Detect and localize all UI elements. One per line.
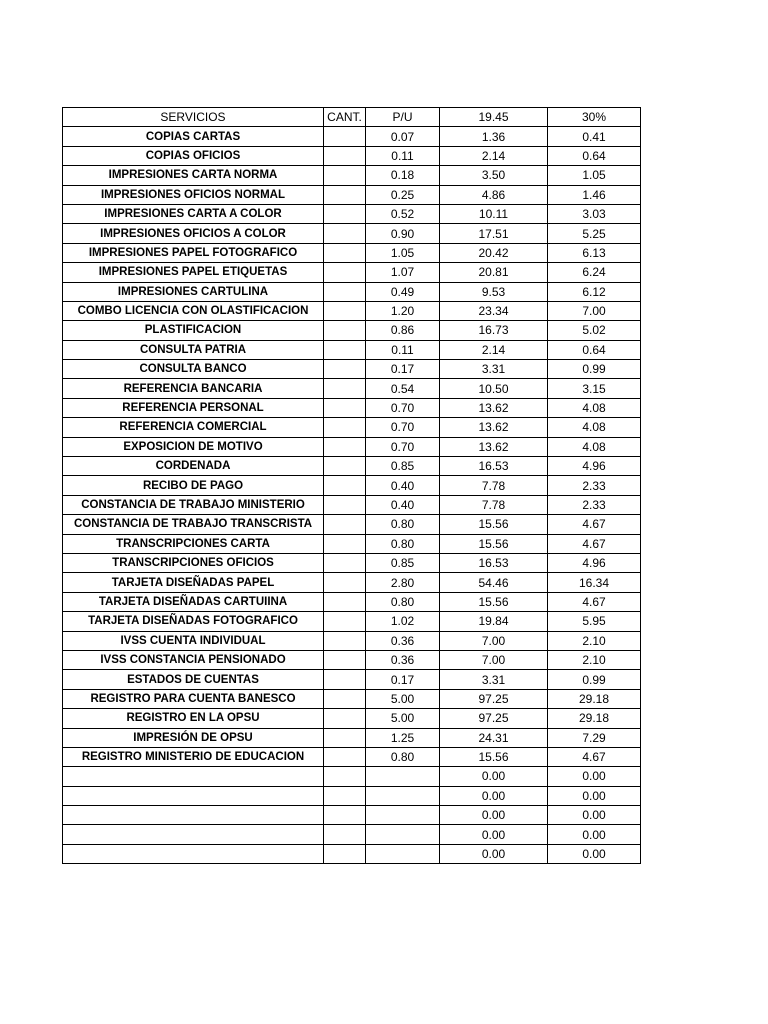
percent-cell: 2.33	[548, 495, 641, 514]
percent-cell: 4.96	[548, 553, 641, 572]
pu-cell: 5.00	[366, 709, 440, 728]
percent-cell: 4.67	[548, 534, 641, 553]
table-row	[63, 728, 641, 747]
servicio-cell: COMBO LICENCIA CON OLASTIFICACION	[63, 301, 324, 320]
pu-cell: 0.25	[366, 185, 440, 204]
pu-cell: 1.20	[366, 301, 440, 320]
pu-cell: 0.49	[366, 282, 440, 301]
table-row	[63, 340, 641, 359]
pu-cell: 0.40	[366, 476, 440, 495]
cant-cell	[324, 301, 366, 320]
percent-cell: 0.41	[548, 127, 641, 146]
percent-cell: 4.08	[548, 437, 641, 456]
table-row	[63, 457, 641, 476]
cant-cell	[324, 844, 366, 863]
table-row	[63, 224, 641, 243]
pu-cell: 0.80	[366, 515, 440, 534]
percent-cell: 3.15	[548, 379, 641, 398]
cant-cell	[324, 340, 366, 359]
cant-cell	[324, 728, 366, 747]
total-cell: 16.73	[440, 321, 548, 340]
cant-cell	[324, 398, 366, 417]
cant-cell	[324, 747, 366, 766]
pu-cell: 0.18	[366, 166, 440, 185]
cant-cell	[324, 224, 366, 243]
servicio-cell: REFERENCIA COMERCIAL	[63, 418, 324, 437]
percent-cell: 5.02	[548, 321, 641, 340]
percent-cell: 5.95	[548, 612, 641, 631]
servicio-cell: CONSULTA PATRIA	[63, 340, 324, 359]
cant-cell	[324, 457, 366, 476]
total-cell: 7.00	[440, 631, 548, 650]
servicio-cell: REFERENCIA BANCARIA	[63, 379, 324, 398]
total-cell: 54.46	[440, 573, 548, 592]
servicio-cell: IMPRESIONES PAPEL FOTOGRAFICO	[63, 243, 324, 262]
total-cell: 15.56	[440, 515, 548, 534]
percent-cell: 1.46	[548, 185, 641, 204]
table-row	[63, 844, 641, 863]
pu-cell: 1.07	[366, 263, 440, 282]
total-cell: 7.78	[440, 495, 548, 514]
servicio-cell: CONSTANCIA DE TRABAJO MINISTERIO	[63, 495, 324, 514]
pu-cell: 0.07	[366, 127, 440, 146]
table-row	[63, 573, 641, 592]
percent-cell: 4.08	[548, 418, 641, 437]
total-cell: 16.53	[440, 457, 548, 476]
percent-cell: 29.18	[548, 689, 641, 708]
servicio-cell: REFERENCIA PERSONAL	[63, 398, 324, 417]
table-row	[63, 767, 641, 786]
pu-cell	[366, 844, 440, 863]
cant-cell	[324, 631, 366, 650]
cant-cell	[324, 709, 366, 728]
cant-cell	[324, 767, 366, 786]
servicio-cell: IVSS CUENTA INDIVIDUAL	[63, 631, 324, 650]
table-row	[63, 437, 641, 456]
pu-cell	[366, 786, 440, 805]
cant-cell	[324, 360, 366, 379]
cant-cell	[324, 146, 366, 165]
pu-cell: 0.80	[366, 747, 440, 766]
pu-cell: 0.36	[366, 650, 440, 669]
cant-cell	[324, 185, 366, 204]
pu-cell: 5.00	[366, 689, 440, 708]
cant-cell	[324, 437, 366, 456]
servicio-cell	[63, 844, 324, 863]
percent-cell: 0.00	[548, 806, 641, 825]
total-cell: 13.62	[440, 398, 548, 417]
total-cell: 3.31	[440, 670, 548, 689]
table-row	[63, 495, 641, 514]
servicio-cell	[63, 786, 324, 805]
table-row	[63, 204, 641, 223]
total-cell: 0.00	[440, 806, 548, 825]
servicio-cell: IMPRESIONES CARTULINA	[63, 282, 324, 301]
servicio-cell: IMPRESIONES PAPEL ETIQUETAS	[63, 263, 324, 282]
pu-cell: 0.17	[366, 360, 440, 379]
table-row	[63, 379, 641, 398]
total-cell: 4.86	[440, 185, 548, 204]
table-row	[63, 631, 641, 650]
servicio-cell: IVSS CONSTANCIA PENSIONADO	[63, 650, 324, 669]
servicio-cell: IMPRESIÓN DE OPSU	[63, 728, 324, 747]
table-row	[63, 243, 641, 262]
header-rate: 19.45	[440, 108, 548, 127]
header-cant: CANT.	[324, 108, 366, 127]
pu-cell: 0.17	[366, 670, 440, 689]
percent-cell: 0.99	[548, 360, 641, 379]
total-cell: 13.62	[440, 437, 548, 456]
percent-cell: 16.34	[548, 573, 641, 592]
pu-cell: 0.80	[366, 592, 440, 611]
servicio-cell: IMPRESIONES CARTA A COLOR	[63, 204, 324, 223]
total-cell: 0.00	[440, 844, 548, 863]
total-cell: 15.56	[440, 747, 548, 766]
table-row	[63, 786, 641, 805]
pu-cell: 0.54	[366, 379, 440, 398]
table-row	[63, 534, 641, 553]
table-row	[63, 185, 641, 204]
pu-cell: 0.85	[366, 553, 440, 572]
total-cell: 3.31	[440, 360, 548, 379]
table-row	[63, 301, 641, 320]
pu-cell: 0.70	[366, 437, 440, 456]
table-row	[63, 127, 641, 146]
pu-cell: 0.11	[366, 340, 440, 359]
header-percent: 30%	[548, 108, 641, 127]
pu-cell: 0.80	[366, 534, 440, 553]
percent-cell: 2.10	[548, 631, 641, 650]
cant-cell	[324, 573, 366, 592]
percent-cell: 0.00	[548, 844, 641, 863]
table-row	[63, 709, 641, 728]
servicio-cell: REGISTRO EN LA OPSU	[63, 709, 324, 728]
cant-cell	[324, 786, 366, 805]
total-cell: 16.53	[440, 553, 548, 572]
total-cell: 20.81	[440, 263, 548, 282]
servicio-cell: REGISTRO PARA CUENTA BANESCO	[63, 689, 324, 708]
table-row	[63, 398, 641, 417]
table-row	[63, 146, 641, 165]
total-cell: 7.78	[440, 476, 548, 495]
servicio-cell: IMPRESIONES CARTA NORMA	[63, 166, 324, 185]
total-cell: 0.00	[440, 825, 548, 844]
percent-cell: 0.99	[548, 670, 641, 689]
percent-cell: 4.67	[548, 515, 641, 534]
table-row	[63, 806, 641, 825]
servicio-cell: COPIAS CARTAS	[63, 127, 324, 146]
pu-cell: 0.70	[366, 398, 440, 417]
pu-cell: 0.85	[366, 457, 440, 476]
percent-cell: 29.18	[548, 709, 641, 728]
table-row	[63, 553, 641, 572]
percent-cell: 2.33	[548, 476, 641, 495]
percent-cell: 4.96	[548, 457, 641, 476]
percent-cell: 6.13	[548, 243, 641, 262]
servicio-cell: TRANSCRIPCIONES CARTA	[63, 534, 324, 553]
servicio-cell	[63, 806, 324, 825]
pu-cell: 1.25	[366, 728, 440, 747]
percent-cell: 0.00	[548, 786, 641, 805]
cant-cell	[324, 825, 366, 844]
cant-cell	[324, 689, 366, 708]
total-cell: 0.00	[440, 786, 548, 805]
total-cell: 15.56	[440, 534, 548, 553]
cant-cell	[324, 243, 366, 262]
cant-cell	[324, 515, 366, 534]
percent-cell: 0.00	[548, 825, 641, 844]
pu-cell: 0.40	[366, 495, 440, 514]
header-row	[63, 108, 641, 127]
percent-cell: 5.25	[548, 224, 641, 243]
cant-cell	[324, 592, 366, 611]
cant-cell	[324, 166, 366, 185]
servicio-cell: CONSULTA BANCO	[63, 360, 324, 379]
table-row	[63, 825, 641, 844]
cant-cell	[324, 476, 366, 495]
total-cell: 2.14	[440, 146, 548, 165]
percent-cell: 0.64	[548, 146, 641, 165]
pu-cell: 2.80	[366, 573, 440, 592]
cant-cell	[324, 495, 366, 514]
servicio-cell: EXPOSICION DE MOTIVO	[63, 437, 324, 456]
total-cell: 19.84	[440, 612, 548, 631]
pu-cell: 0.36	[366, 631, 440, 650]
percent-cell: 2.10	[548, 650, 641, 669]
total-cell: 3.50	[440, 166, 548, 185]
header-servicios: SERVICIOS	[63, 108, 324, 127]
cant-cell	[324, 670, 366, 689]
percent-cell: 4.67	[548, 747, 641, 766]
total-cell: 24.31	[440, 728, 548, 747]
servicio-cell	[63, 767, 324, 786]
cant-cell	[324, 650, 366, 669]
total-cell: 13.62	[440, 418, 548, 437]
table-row	[63, 476, 641, 495]
percent-cell: 1.05	[548, 166, 641, 185]
servicio-cell: ESTADOS DE CUENTAS	[63, 670, 324, 689]
servicio-cell: IMPRESIONES OFICIOS A COLOR	[63, 224, 324, 243]
cant-cell	[324, 806, 366, 825]
servicio-cell: TRANSCRIPCIONES OFICIOS	[63, 553, 324, 572]
servicio-cell: TARJETA DISEÑADAS CARTUIINA	[63, 592, 324, 611]
pu-cell	[366, 825, 440, 844]
cant-cell	[324, 553, 366, 572]
percent-cell: 6.24	[548, 263, 641, 282]
percent-cell: 7.29	[548, 728, 641, 747]
pu-cell	[366, 806, 440, 825]
cant-cell	[324, 282, 366, 301]
total-cell: 0.00	[440, 767, 548, 786]
servicio-cell: IMPRESIONES OFICIOS NORMAL	[63, 185, 324, 204]
servicio-cell: CORDENADA	[63, 457, 324, 476]
cant-cell	[324, 321, 366, 340]
table-row	[63, 670, 641, 689]
total-cell: 97.25	[440, 689, 548, 708]
percent-cell: 0.64	[548, 340, 641, 359]
table-row	[63, 321, 641, 340]
price-table	[62, 107, 641, 864]
table-row	[63, 612, 641, 631]
total-cell: 15.56	[440, 592, 548, 611]
total-cell: 10.11	[440, 204, 548, 223]
pu-cell: 1.05	[366, 243, 440, 262]
total-cell: 2.14	[440, 340, 548, 359]
table-row	[63, 418, 641, 437]
cant-cell	[324, 534, 366, 553]
total-cell: 20.42	[440, 243, 548, 262]
percent-cell: 4.67	[548, 592, 641, 611]
table-row	[63, 360, 641, 379]
table-row	[63, 650, 641, 669]
pu-cell: 0.86	[366, 321, 440, 340]
servicio-cell: REGISTRO MINISTERIO DE EDUCACION	[63, 747, 324, 766]
total-cell: 17.51	[440, 224, 548, 243]
price-table-body	[63, 108, 641, 864]
table-row	[63, 592, 641, 611]
servicio-cell: TARJETA DISEÑADAS FOTOGRAFICO	[63, 612, 324, 631]
table-row	[63, 515, 641, 534]
table-row	[63, 747, 641, 766]
percent-cell: 7.00	[548, 301, 641, 320]
total-cell: 97.25	[440, 709, 548, 728]
percent-cell: 6.12	[548, 282, 641, 301]
percent-cell: 4.08	[548, 398, 641, 417]
total-cell: 23.34	[440, 301, 548, 320]
servicio-cell: CONSTANCIA DE TRABAJO TRANSCRISTA	[63, 515, 324, 534]
pu-cell	[366, 767, 440, 786]
cant-cell	[324, 263, 366, 282]
cant-cell	[324, 418, 366, 437]
pu-cell: 0.70	[366, 418, 440, 437]
cant-cell	[324, 127, 366, 146]
percent-cell: 3.03	[548, 204, 641, 223]
cant-cell	[324, 379, 366, 398]
pu-cell: 1.02	[366, 612, 440, 631]
total-cell: 1.36	[440, 127, 548, 146]
total-cell: 10.50	[440, 379, 548, 398]
header-pu: P/U	[366, 108, 440, 127]
pu-cell: 0.90	[366, 224, 440, 243]
table-row	[63, 689, 641, 708]
table-row	[63, 166, 641, 185]
table-row	[63, 263, 641, 282]
servicio-cell: RECIBO DE PAGO	[63, 476, 324, 495]
servicio-cell: PLASTIFICACION	[63, 321, 324, 340]
servicio-cell: TARJETA DISEÑADAS PAPEL	[63, 573, 324, 592]
cant-cell	[324, 612, 366, 631]
servicio-cell	[63, 825, 324, 844]
pu-cell: 0.52	[366, 204, 440, 223]
total-cell: 7.00	[440, 650, 548, 669]
cant-cell	[324, 204, 366, 223]
pu-cell: 0.11	[366, 146, 440, 165]
servicio-cell: COPIAS OFICIOS	[63, 146, 324, 165]
percent-cell: 0.00	[548, 767, 641, 786]
table-row	[63, 282, 641, 301]
total-cell: 9.53	[440, 282, 548, 301]
